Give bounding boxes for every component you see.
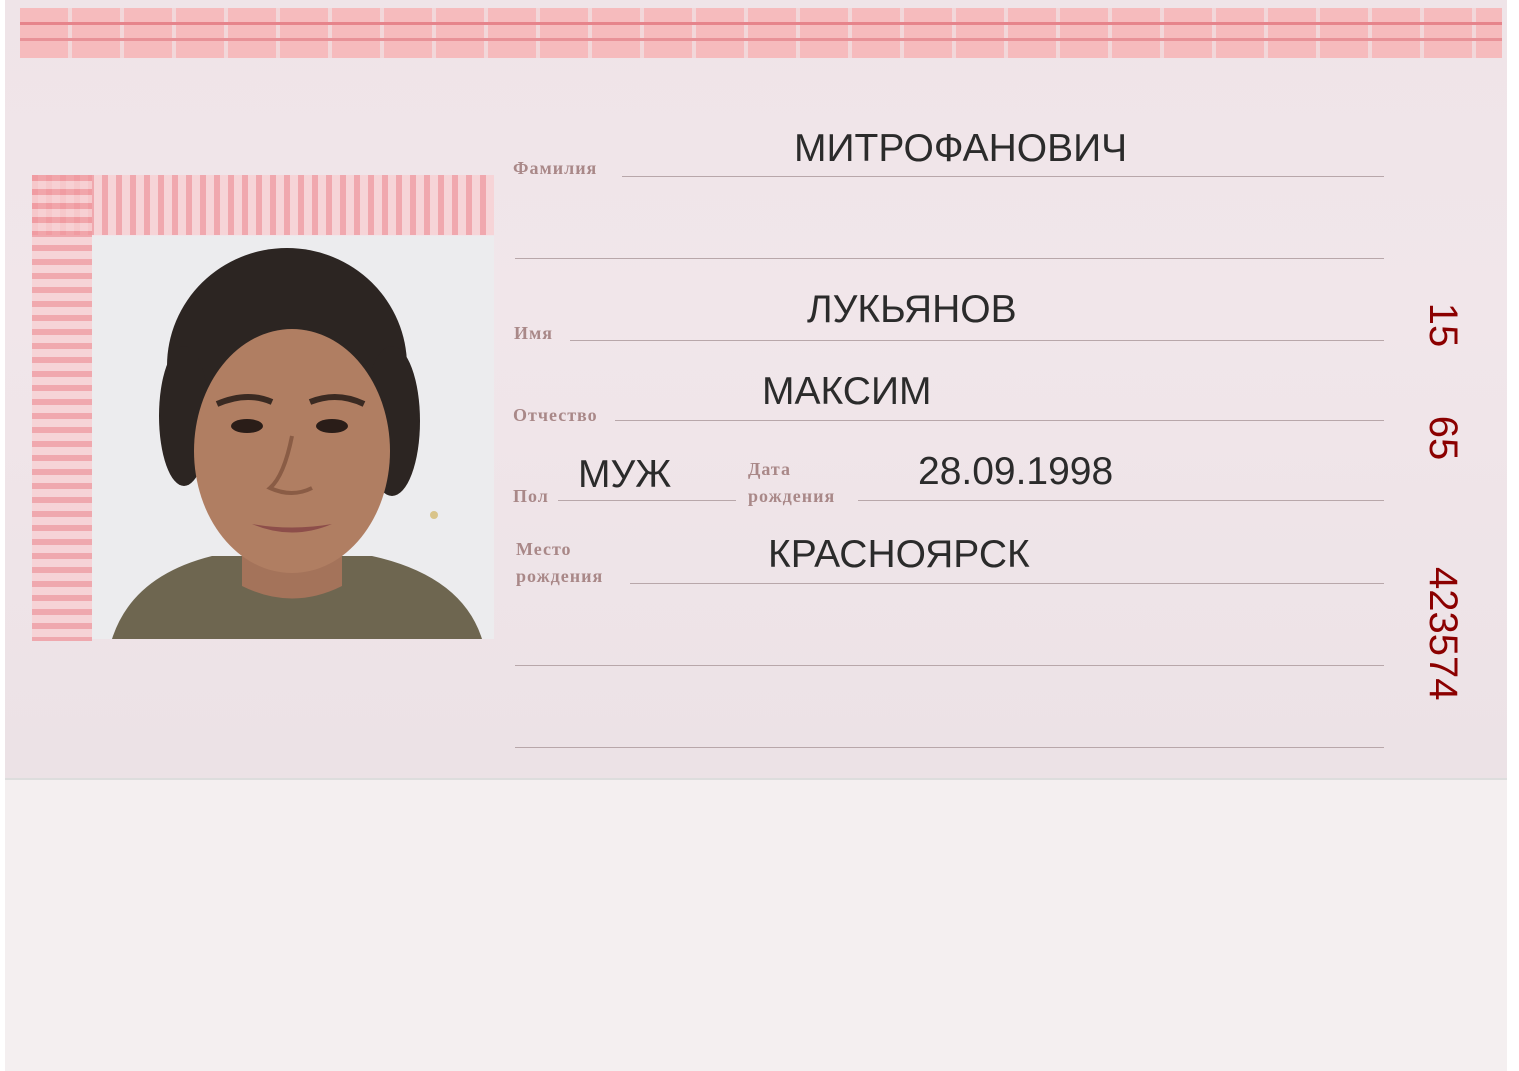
birth-date-label-line1: Дата	[748, 459, 791, 479]
passport-lower-page	[5, 778, 1507, 1071]
page-edge	[1507, 0, 1519, 1069]
surname-label: Фамилия	[513, 158, 598, 178]
birth-place-rule	[630, 583, 1384, 584]
patronymic-label: Отчество	[513, 405, 598, 425]
birth-place-label-line1: Место	[516, 539, 572, 559]
birth-date-label-line2: рождения	[748, 486, 836, 506]
birth-place-value: КРАСНОЯРСК	[768, 533, 1030, 576]
serial-number	[1415, 567, 1471, 623]
ornament-top	[32, 175, 494, 235]
surname-extra-rule	[515, 258, 1384, 259]
surname-value: МИТРОФАНОВИЧ	[794, 127, 1128, 170]
name-label: Имя	[514, 323, 553, 343]
birth-date-rule	[858, 500, 1384, 501]
patronymic-value: МАКСИМ	[762, 370, 932, 413]
patronymic-rule	[615, 420, 1384, 421]
sex-value: МУЖ	[578, 453, 672, 496]
portrait-illustration	[92, 236, 494, 639]
name-value: ЛУКЬЯНОВ	[807, 288, 1017, 331]
name-rule	[570, 340, 1384, 341]
birth-date-value: 28.09.1998	[918, 450, 1114, 493]
birth-place-extra-rule-1	[515, 665, 1384, 666]
serial-part-2: 65	[1421, 415, 1465, 461]
top-security-band	[20, 8, 1502, 58]
sex-label: Пол	[513, 486, 549, 506]
sex-rule	[558, 500, 736, 501]
holder-photo	[92, 236, 494, 639]
surname-rule	[622, 176, 1384, 177]
birth-place-label-line2: рождения	[516, 566, 604, 586]
ornament-left	[32, 175, 92, 641]
serial-part-1: 15	[1421, 302, 1465, 348]
birth-place-extra-rule-2	[515, 747, 1384, 748]
